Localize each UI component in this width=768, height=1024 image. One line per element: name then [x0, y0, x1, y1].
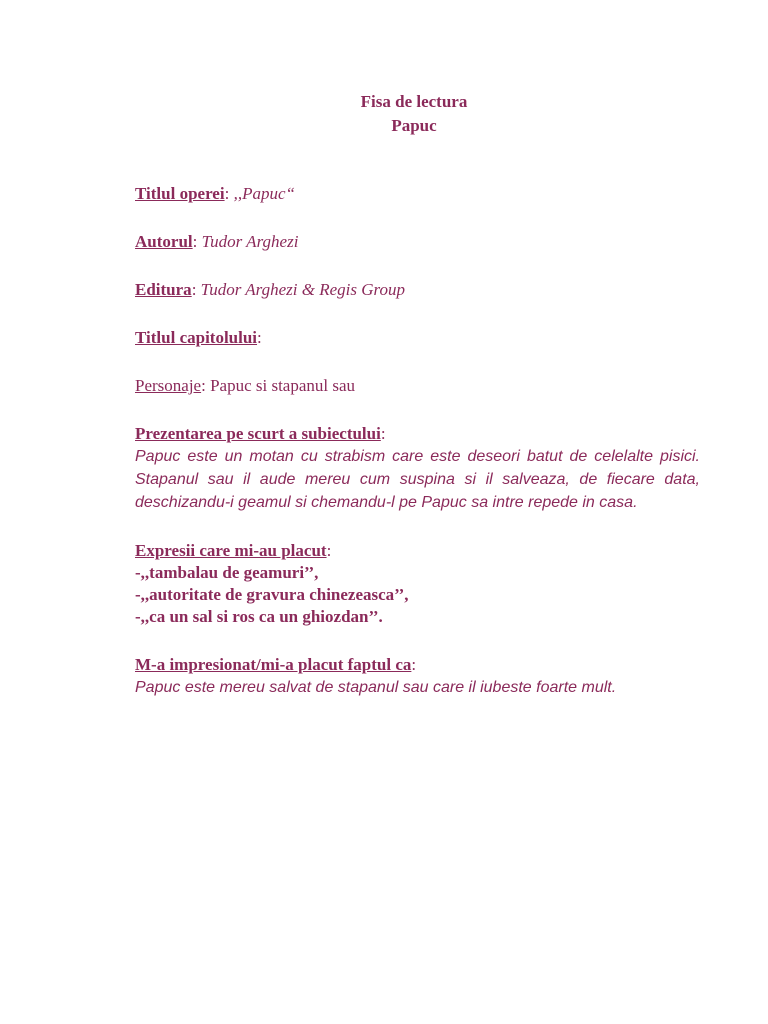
field-impresie: [135, 654, 700, 699]
field-capitol: [135, 327, 700, 349]
field-expresii-sep: :: [326, 541, 332, 560]
field-titlu-label: Titlul operei: [135, 184, 225, 203]
document-title: Fisa de lectura: [360, 92, 468, 111]
field-titlu: [135, 183, 700, 205]
field-editura: [135, 279, 700, 301]
field-autor: [135, 231, 700, 253]
field-expresii: [135, 540, 700, 628]
field-personaje-label: Personaje: [135, 376, 202, 395]
field-expresii-label: Expresii care mi-au placut: [135, 541, 327, 560]
field-impresie-label: M-a impresionat/mi-a placut faptul ca: [135, 655, 412, 674]
field-prezentare-label: Prezentarea pe scurt a subiectului: [135, 424, 381, 443]
field-prezentare-sep: :: [380, 424, 386, 443]
field-capitol-sep: :: [257, 328, 262, 347]
field-personaje: [135, 375, 700, 397]
field-autor-value: Tudor Arghezi: [201, 232, 299, 251]
field-autor-sep: :: [192, 232, 202, 251]
field-editura-sep: :: [191, 280, 201, 299]
field-editura-label: Editura: [135, 280, 192, 299]
field-personaje-value: Papuc si stapanul sau: [210, 376, 356, 395]
field-prezentare: [135, 423, 700, 514]
field-titlu-value: ,,Papuc“: [233, 184, 295, 203]
field-impresie-sep: :: [411, 655, 417, 674]
field-impresie-text: Papuc este mereu salvat de stapanul sau care il iubeste foarte mult.: [135, 679, 617, 696]
document-body: [135, 183, 700, 725]
expression-item: -,,ca un sal si ros ca un ghiozdan’’.: [135, 607, 383, 626]
field-titlu-sep: :: [224, 184, 234, 203]
field-prezentare-text: Papuc este un motan cu strabism care este deseori batut de celelalte pisici. Stapanul sau il aude mereu cum suspina si il salveaza, de fiecare data, deschizandu-i geamul si chemandu-l pe Papuc sa intre repede in casa.: [135, 448, 700, 511]
field-capitol-label: Titlul capitolului: [135, 328, 258, 347]
field-autor-label: Autorul: [135, 232, 193, 251]
document-header: [0, 90, 768, 138]
expression-item: -,,tambalau de geamuri’’,: [135, 563, 319, 582]
expression-item: -,,autoritate de gravura chinezeasca’’,: [135, 585, 409, 604]
field-editura-value: Tudor Arghezi & Regis Group: [200, 280, 406, 299]
field-personaje-sep: :: [201, 376, 211, 395]
document-subtitle: Papuc: [391, 116, 437, 135]
